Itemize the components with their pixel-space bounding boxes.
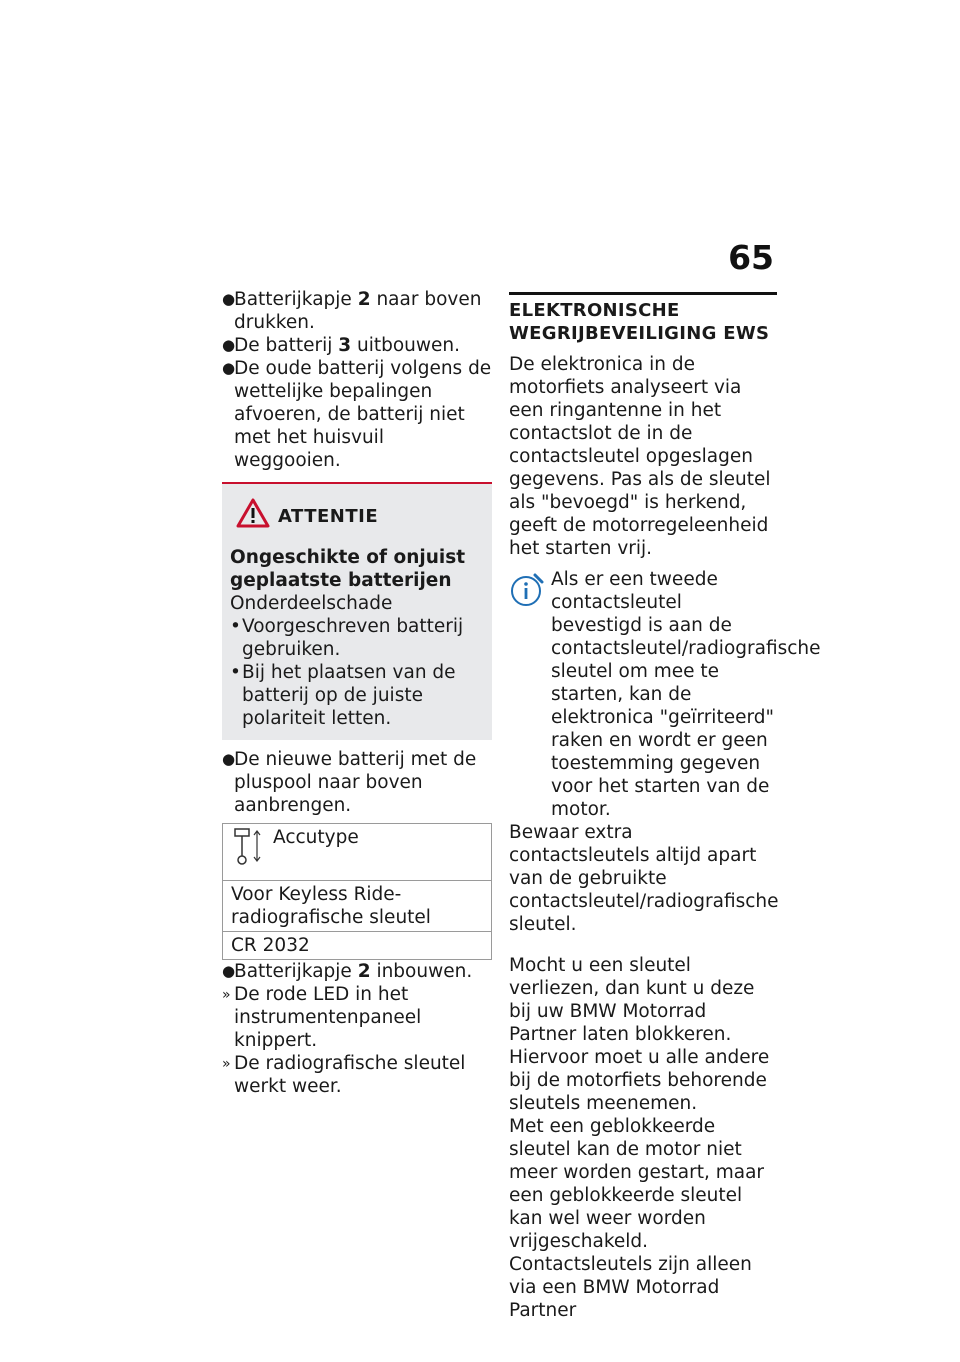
- bullet-dot-icon: ●: [222, 750, 236, 768]
- step-text-after: uitbouwen.: [351, 335, 461, 356]
- warning-consequence: Onderdeelschade: [230, 593, 393, 614]
- step-text: De nieuwe batterij met de pluspool naar boven aanbrengen.: [234, 749, 477, 816]
- info-note-text: Als er een tweede contactsleutel bevestigd is aan de contactsleutel/radiografische sleutel om mee te starten, kan de elektronica "geïrriteerd" raken en wordt er geen toestemming gegeven voor het starten van de motor.: [551, 569, 821, 820]
- warning-item-text: Voorgeschreven batterij gebruiken.: [242, 616, 464, 660]
- warning-header: [236, 498, 482, 534]
- battery-table: [222, 823, 492, 960]
- step-text: [234, 357, 492, 472]
- warning-item: [230, 661, 482, 730]
- warning-item-text: Bij het plaatsen van de batterij op de juiste polariteit letten.: [242, 662, 456, 729]
- battery-table-label: Voor Keyless Ride-radiografische sleutel: [223, 881, 492, 932]
- warning-box: [222, 482, 492, 740]
- battery-table-header: Accutype: [273, 827, 359, 848]
- step-ref-number: 2: [357, 289, 371, 310]
- battery-dimension-icon: [231, 826, 265, 872]
- step-item: [222, 1052, 492, 1098]
- step-text-before: Batterijkapje: [234, 289, 358, 310]
- paragraph-blocked-key: Met een geblokkeerde sleutel kan de motor niet meer worden gestart, maar een geblokkeerde sleutel kan wel weer worden vrijgeschakeld.: [509, 1116, 765, 1252]
- step-item: [222, 960, 492, 983]
- step-text: [234, 334, 492, 357]
- bullet-dot-icon: •: [230, 616, 241, 637]
- paragraph-intro: De elektronica in de motorfiets analyseert via een ringantenne in het contactslot de in de contactsleutel opgeslagen gegevens. Pas als de sleutel als "bevoegd" is herkend, geeft de motorregeleenheid het starten vrij.: [509, 354, 771, 559]
- bullet-dot-icon: ●: [222, 962, 236, 980]
- step-ref-number: 3: [338, 335, 352, 356]
- step-item: [222, 748, 492, 817]
- step-text: [234, 288, 492, 334]
- left-column: [222, 288, 492, 1098]
- step-list-3: [222, 960, 492, 1098]
- step-text: De rode LED in het instrumentenpaneel knippert.: [234, 984, 422, 1051]
- info-icon: [509, 572, 545, 614]
- warning-triangle-icon: [236, 498, 270, 534]
- step-ref-number: 2: [357, 961, 371, 982]
- step-item: [222, 288, 492, 334]
- bullet-dot-icon: ●: [222, 359, 236, 377]
- step-text-after: inbouwen.: [370, 961, 473, 982]
- warning-subtitle: Ongeschikte of onjuist geplaatste batterijen: [230, 547, 466, 591]
- info-note: [509, 568, 821, 936]
- battery-table-value: CR 2032: [223, 932, 492, 960]
- bullet-dot-icon: ●: [222, 336, 236, 354]
- warning-items: [230, 615, 482, 730]
- step-text-after: naar boven drukken.: [234, 289, 482, 333]
- warning-title: ATTENTIE: [278, 505, 379, 527]
- step-text-before: De batterij: [234, 335, 339, 356]
- step-text: De radiografische sleutel werkt weer.: [234, 1053, 466, 1097]
- page-number: 65: [728, 238, 774, 277]
- warning-item: [230, 615, 482, 661]
- step-list-2: [222, 748, 492, 817]
- step-item: [222, 357, 492, 472]
- step-item: [222, 983, 492, 1052]
- battery-table-header-cell: [223, 824, 492, 881]
- bullet-dot-icon: •: [230, 662, 241, 683]
- paragraph-lost-key: Mocht u een sleutel verliezen, dan kunt u deze bij uw BMW Motorrad Partner laten blokkeren. Hiervoor moet u alle andere bij de motorfiets behorende sleutels meenemen.: [509, 955, 770, 1114]
- section-heading: ELEKTRONISCHE WEGRIJBEVEILIGING EWS: [509, 292, 777, 345]
- info-note-text-2: Bewaar extra contactsleutels altijd apart van de gebruikte contactsleutel/radiografische sleutel.: [509, 822, 779, 935]
- right-column: [509, 292, 821, 1322]
- paragraph-partner: Contactsleutels zijn alleen via een BMW Motorrad Partner: [509, 1254, 752, 1321]
- step-text: [234, 960, 492, 983]
- result-arrow-icon: »: [222, 1056, 231, 1072]
- step-text-before: Batterijkapje: [234, 961, 358, 982]
- step-text-before: De oude batterij volgens de wettelijke bepalingen afvoeren, de batterij niet met het huisvuil weggooien.: [234, 358, 492, 471]
- step-item: [222, 334, 492, 357]
- bullet-dot-icon: ●: [222, 290, 236, 308]
- step-list-1: [222, 288, 492, 472]
- result-arrow-icon: »: [222, 987, 231, 1003]
